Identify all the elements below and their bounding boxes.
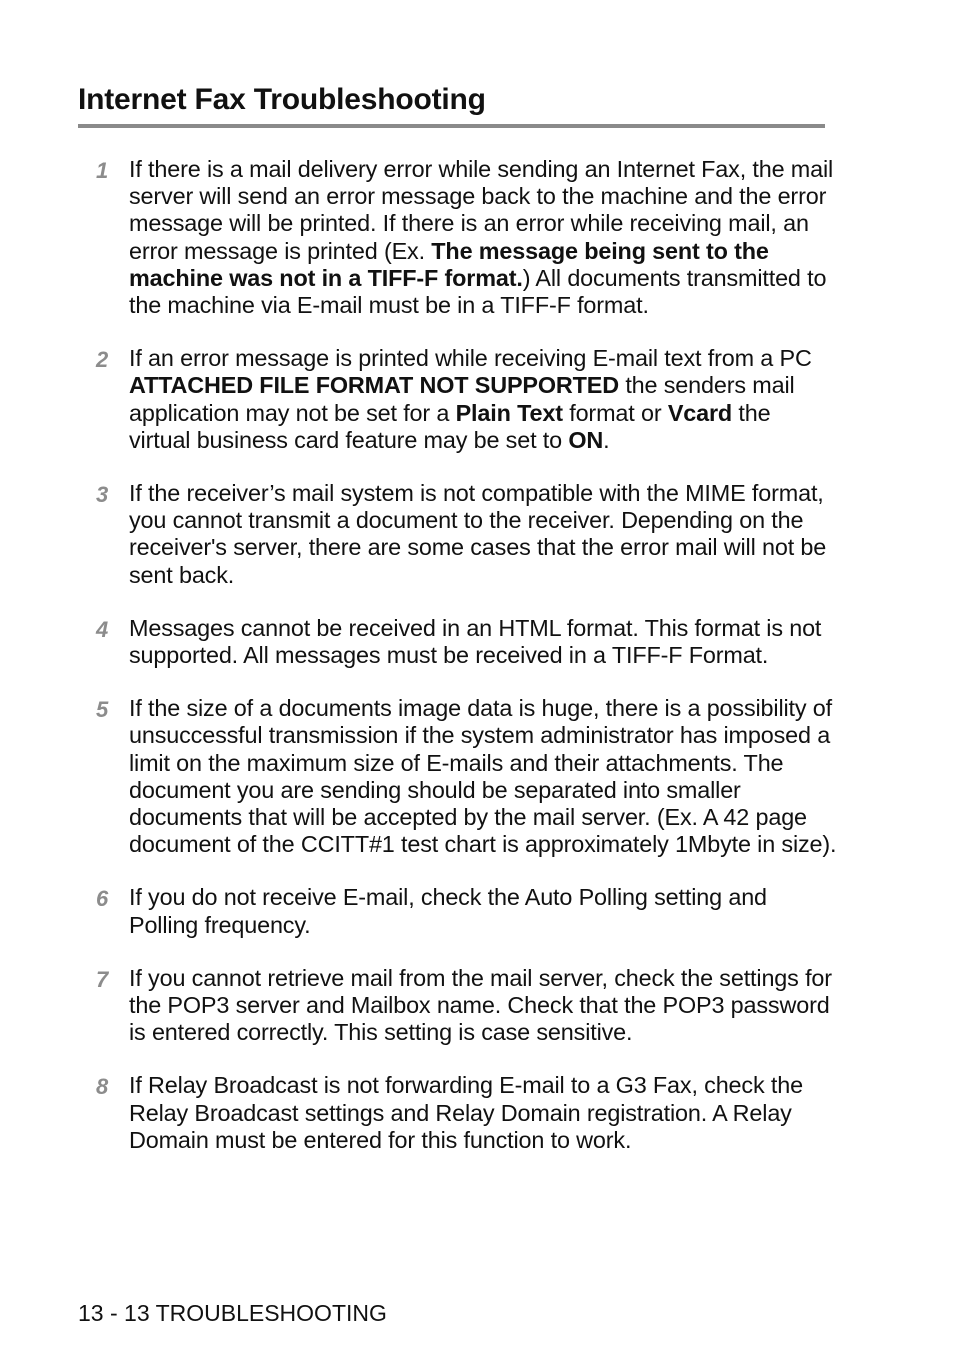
step-number: 3 — [96, 482, 109, 508]
step-number: 8 — [96, 1074, 109, 1100]
step-text: Messages cannot be received in an HTML format. This format is not supported. All messages must be received in a TIFF-F Format. — [129, 614, 822, 669]
step-number: 5 — [96, 697, 109, 723]
step-text — [129, 156, 838, 319]
title-rule — [78, 124, 825, 128]
step-text: If Relay Broadcast is not forwarding E-mail to a G3 Fax, check the Relay Broadcast settings and Relay Domain registration. A Relay Domain must be entered for this function to work. — [129, 1072, 803, 1153]
troubleshooting-steps — [78, 156, 838, 1180]
step-text-part: the senders mail application may not be set for a — [129, 372, 795, 426]
step-number: 7 — [96, 966, 109, 992]
step-bold-message: ATTACHED FILE FORMAT NOT SUPPORTED — [129, 372, 619, 399]
step-text: If the receiver’s mail system is not compatible with the MIME format, you cannot transmit a document to the receiver. Depending on the receiver's server, there are some cases that the error mail will not be sent back. — [129, 480, 827, 588]
step-2 — [78, 345, 838, 454]
step-text-part: If an error message is printed while receiving E-mail text from a PC — [129, 345, 812, 372]
step-bold-message: The message being sent to the machine was not in a TIFF-F format. — [129, 237, 769, 291]
page-title: Internet Fax Troubleshooting — [78, 83, 486, 116]
step-6 — [78, 884, 838, 938]
step-4 — [78, 615, 838, 669]
step-text: If the size of a documents image data is huge, there is a possibility of unsuccessful transmission if the system administrator has imposed a limit on the maximum size of E-mails and their attachments. The document you are sending should be separated into smaller documents that will be accepted by the mail server. (Ex. A 42 page document of the CCITT#1 test chart is approximately 1Mbyte in size). — [129, 695, 837, 858]
step-bold-term: Vcard — [667, 399, 733, 426]
step-5 — [78, 695, 838, 858]
step-3 — [78, 480, 838, 589]
step-number: 2 — [96, 347, 109, 373]
step-bold-term: Plain Text — [455, 399, 563, 426]
step-number: 6 — [96, 886, 109, 912]
step-text-part: the virtual business card feature may be set to — [129, 399, 771, 453]
step-8 — [78, 1072, 838, 1154]
step-text-part: format or — [562, 399, 668, 426]
step-number: 1 — [96, 158, 109, 183]
step-number: 4 — [96, 616, 109, 642]
step-1 — [78, 156, 838, 319]
step-text-part: ) All documents transmitted to the machine via E-mail must be in a TIFF-F format. — [129, 264, 827, 319]
step-text: If you do not receive E-mail, check the Auto Polling setting and Polling frequency. — [129, 884, 767, 938]
step-7 — [78, 965, 838, 1047]
step-text — [129, 345, 838, 454]
step-bold-term: ON — [568, 426, 604, 453]
step-text-part: If there is a mail delivery error while sending an Internet Fax, the mail server will send an error message back to the machine and the error message will be printed. If there is an error while receiving mail, an error message is printed (Ex. — [129, 156, 834, 264]
page-footer: 13 - 13 TROUBLESHOOTING — [78, 1300, 387, 1326]
step-text: If you cannot retrieve mail from the mail server, check the settings for the POP3 server and Mailbox name. Check that the POP3 password is entered correctly. This setting is case sensitive. — [129, 964, 832, 1046]
step-text-part: . — [603, 426, 610, 453]
